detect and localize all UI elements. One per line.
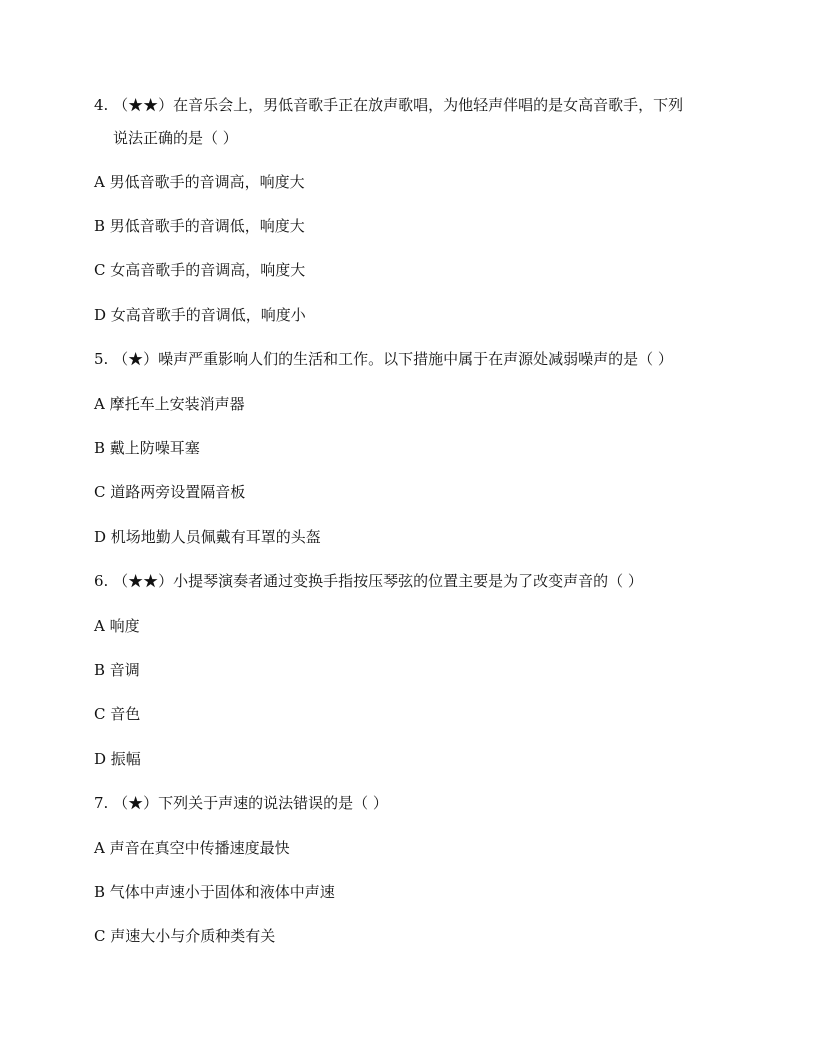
question-4-option-a: A 男低音歌手的音调高，响度大 [94,173,305,191]
question-5-option-b: B 戴上防噪耳塞 [94,439,200,457]
question-5-option-a: A 摩托车上安装消声器 [94,395,245,413]
question-4-option-d: D 女高音歌手的音调低，响度小 [94,306,306,324]
question-6-text: 6. （★★）小提琴演奏者通过变换手指按压琴弦的位置主要是为了改变声音的（ ） [94,572,643,590]
question-5-text: 5. （★）噪声严重影响人们的生活和工作。以下措施中属于在声源处减弱噪声的是（ ） [94,350,673,368]
question-6-option-b: B 音调 [94,661,140,679]
question-5-option-d: D 机场地勤人员佩戴有耳罩的头盔 [94,528,321,546]
question-7-option-a: A 声音在真空中传播速度最快 [94,839,290,857]
question-7-option-c: C 声速大小与介质种类有关 [94,927,276,945]
question-4-text: 4. （★★）在音乐会上，男低音歌手正在放声歌唱，为他轻声伴唱的是女高音歌手，下列 [94,96,684,114]
question-7-option-b: B 气体中声速小于固体和液体中声速 [94,883,335,901]
question-6-option-a: A 响度 [94,617,140,635]
question-4-option-c: C 女高音歌手的音调高，响度大 [94,261,306,279]
question-4-option-b: B 男低音歌手的音调低，响度大 [94,217,305,235]
question-4-text-continued: 说法正确的是（ ） [113,129,238,147]
question-7-text: 7. （★）下列关于声速的说法错误的是（ ） [94,794,388,812]
question-5-option-c: C 道路两旁设置隔音板 [94,483,246,501]
question-6-option-c: C 音色 [94,705,141,723]
question-6-option-d: D 振幅 [94,750,141,768]
